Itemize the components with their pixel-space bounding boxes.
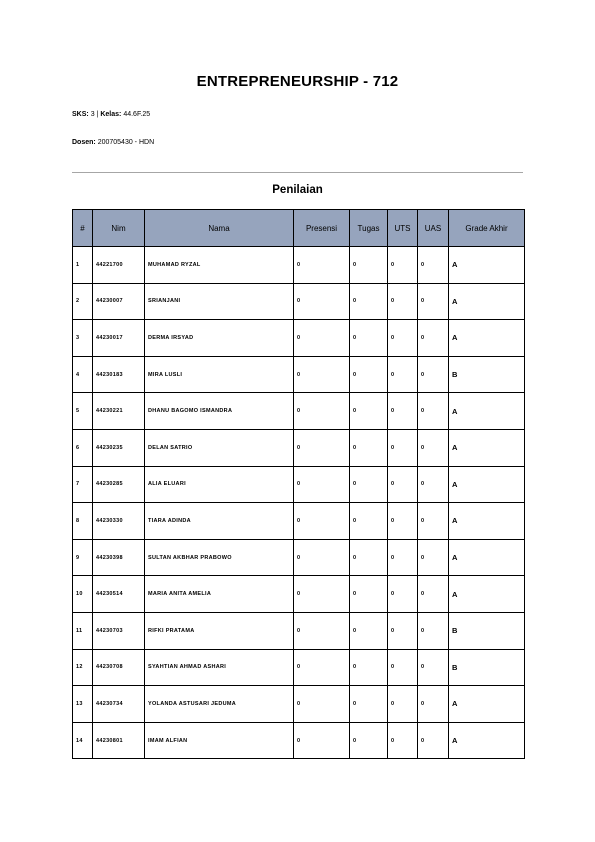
cell-nama: MIRA LUSLI	[145, 356, 294, 393]
cell-nama: IMAM ALFIAN	[145, 722, 294, 759]
table-row	[73, 356, 525, 393]
cell-no: 3	[73, 320, 93, 357]
cell-tugas: 0	[350, 686, 388, 723]
kelas-label: Kelas	[100, 111, 120, 118]
cell-nim: 44230330	[93, 503, 145, 540]
cell-grade-akhir: A	[449, 503, 525, 540]
header-uts: UTS	[388, 210, 418, 247]
meta-separator: |	[96, 111, 99, 118]
table-row	[73, 283, 525, 320]
cell-presensi: 0	[294, 247, 350, 284]
cell-tugas: 0	[350, 503, 388, 540]
cell-uas: 0	[418, 466, 449, 503]
cell-grade-akhir: A	[449, 722, 525, 759]
cell-grade-akhir: A	[449, 429, 525, 466]
cell-uts: 0	[388, 466, 418, 503]
cell-uts: 0	[388, 247, 418, 284]
table-header-row	[73, 210, 525, 247]
cell-nama: ALIA ELUARI	[145, 466, 294, 503]
cell-uts: 0	[388, 539, 418, 576]
cell-no: 10	[73, 576, 93, 613]
table-row	[73, 686, 525, 723]
table-row	[73, 576, 525, 613]
cell-nim: 44221700	[93, 247, 145, 284]
cell-nama: MARIA ANITA AMELIA	[145, 576, 294, 613]
cell-tugas: 0	[350, 283, 388, 320]
cell-tugas: 0	[350, 247, 388, 284]
header-presensi: Presensi	[294, 210, 350, 247]
header-uas: UAS	[418, 210, 449, 247]
cell-no: 12	[73, 649, 93, 686]
cell-no: 5	[73, 393, 93, 430]
cell-presensi: 0	[294, 320, 350, 357]
cell-presensi: 0	[294, 539, 350, 576]
table-row	[73, 503, 525, 540]
cell-presensi: 0	[294, 686, 350, 723]
table-row	[73, 722, 525, 759]
cell-uts: 0	[388, 722, 418, 759]
cell-grade-akhir: A	[449, 576, 525, 613]
cell-grade-akhir: A	[449, 393, 525, 430]
header-nim: Nim	[93, 210, 145, 247]
cell-nama: DERMA IRSYAD	[145, 320, 294, 357]
header-tugas: Tugas	[350, 210, 388, 247]
cell-presensi: 0	[294, 356, 350, 393]
header-no: #	[73, 210, 93, 247]
cell-presensi: 0	[294, 612, 350, 649]
cell-tugas: 0	[350, 356, 388, 393]
cell-uts: 0	[388, 393, 418, 430]
divider	[72, 172, 523, 173]
cell-nama: DHANU BAGOMO ISMANDRA	[145, 393, 294, 430]
cell-no: 13	[73, 686, 93, 723]
cell-nim: 44230708	[93, 649, 145, 686]
cell-grade-akhir: A	[449, 320, 525, 357]
cell-nim: 44230183	[93, 356, 145, 393]
sks-value: 3	[90, 111, 95, 118]
cell-nim: 44230801	[93, 722, 145, 759]
cell-nama: TIARA ADINDA	[145, 503, 294, 540]
sks-label: SKS	[72, 111, 87, 118]
cell-uas: 0	[418, 576, 449, 613]
cell-tugas: 0	[350, 393, 388, 430]
table-row	[73, 393, 525, 430]
cell-grade-akhir: B	[449, 356, 525, 393]
cell-uas: 0	[418, 429, 449, 466]
cell-tugas: 0	[350, 649, 388, 686]
header-grade-akhir: Grade Akhir	[449, 210, 525, 247]
cell-nim: 44230703	[93, 612, 145, 649]
cell-nim: 44230235	[93, 429, 145, 466]
cell-no: 1	[73, 247, 93, 284]
course-meta: SKS: 3 | Kelas: 44.6F.25	[72, 111, 151, 118]
cell-no: 14	[73, 722, 93, 759]
cell-no: 6	[73, 429, 93, 466]
cell-grade-akhir: A	[449, 466, 525, 503]
cell-presensi: 0	[294, 429, 350, 466]
cell-uts: 0	[388, 429, 418, 466]
cell-uas: 0	[418, 320, 449, 357]
cell-tugas: 0	[350, 722, 388, 759]
cell-nama: DELAN SATRIO	[145, 429, 294, 466]
cell-presensi: 0	[294, 649, 350, 686]
section-title: Penilaian	[272, 184, 323, 196]
cell-tugas: 0	[350, 576, 388, 613]
cell-tugas: 0	[350, 429, 388, 466]
cell-uts: 0	[388, 503, 418, 540]
cell-uts: 0	[388, 320, 418, 357]
cell-uts: 0	[388, 283, 418, 320]
cell-presensi: 0	[294, 722, 350, 759]
cell-grade-akhir: B	[449, 612, 525, 649]
cell-nim: 44230221	[93, 393, 145, 430]
dosen-label: Dosen	[72, 139, 94, 146]
cell-nama: SULTAN AKBHAR PRABOWO	[145, 539, 294, 576]
cell-grade-akhir: B	[449, 649, 525, 686]
cell-grade-akhir: A	[449, 247, 525, 284]
grades-table	[72, 209, 525, 759]
cell-nim: 44230017	[93, 320, 145, 357]
cell-presensi: 0	[294, 576, 350, 613]
header-nama: Nama	[145, 210, 294, 247]
cell-nama: MUHAMAD RYZAL	[145, 247, 294, 284]
kelas-value: 44.6F.25	[123, 111, 151, 118]
cell-uts: 0	[388, 649, 418, 686]
cell-presensi: 0	[294, 283, 350, 320]
cell-nama: YOLANDA ASTUSARI JEDUMA	[145, 686, 294, 723]
cell-presensi: 0	[294, 466, 350, 503]
cell-uas: 0	[418, 722, 449, 759]
cell-uas: 0	[418, 503, 449, 540]
cell-tugas: 0	[350, 466, 388, 503]
cell-uts: 0	[388, 356, 418, 393]
cell-grade-akhir: A	[449, 539, 525, 576]
cell-no: 4	[73, 356, 93, 393]
cell-presensi: 0	[294, 503, 350, 540]
cell-nama: SYAHTIAN AHMAD ASHARI	[145, 649, 294, 686]
table-row	[73, 466, 525, 503]
table-row	[73, 649, 525, 686]
cell-tugas: 0	[350, 539, 388, 576]
page-title: ENTREPRENEURSHIP - 712	[196, 73, 399, 90]
cell-uas: 0	[418, 686, 449, 723]
cell-uas: 0	[418, 356, 449, 393]
cell-tugas: 0	[350, 320, 388, 357]
cell-tugas: 0	[350, 612, 388, 649]
table-row	[73, 612, 525, 649]
cell-nim: 44230734	[93, 686, 145, 723]
cell-nim: 44230514	[93, 576, 145, 613]
cell-no: 8	[73, 503, 93, 540]
table-row	[73, 539, 525, 576]
cell-uas: 0	[418, 283, 449, 320]
cell-nama: SRIANJANI	[145, 283, 294, 320]
lecturer-meta: Dosen: 200705430 - HDN	[72, 139, 155, 146]
cell-uas: 0	[418, 247, 449, 284]
cell-uas: 0	[418, 612, 449, 649]
cell-uas: 0	[418, 393, 449, 430]
cell-uts: 0	[388, 686, 418, 723]
cell-no: 2	[73, 283, 93, 320]
cell-nama: RIFKI PRATAMA	[145, 612, 294, 649]
cell-nim: 44230398	[93, 539, 145, 576]
cell-presensi: 0	[294, 393, 350, 430]
table-row	[73, 429, 525, 466]
cell-grade-akhir: A	[449, 283, 525, 320]
cell-uas: 0	[418, 539, 449, 576]
table-row	[73, 247, 525, 284]
cell-uas: 0	[418, 649, 449, 686]
cell-no: 9	[73, 539, 93, 576]
dosen-value: 200705430 - HDN	[97, 139, 155, 146]
cell-nim: 44230007	[93, 283, 145, 320]
cell-uts: 0	[388, 612, 418, 649]
cell-no: 7	[73, 466, 93, 503]
cell-grade-akhir: A	[449, 686, 525, 723]
cell-uts: 0	[388, 576, 418, 613]
cell-nim: 44230285	[93, 466, 145, 503]
table-row	[73, 320, 525, 357]
cell-no: 11	[73, 612, 93, 649]
